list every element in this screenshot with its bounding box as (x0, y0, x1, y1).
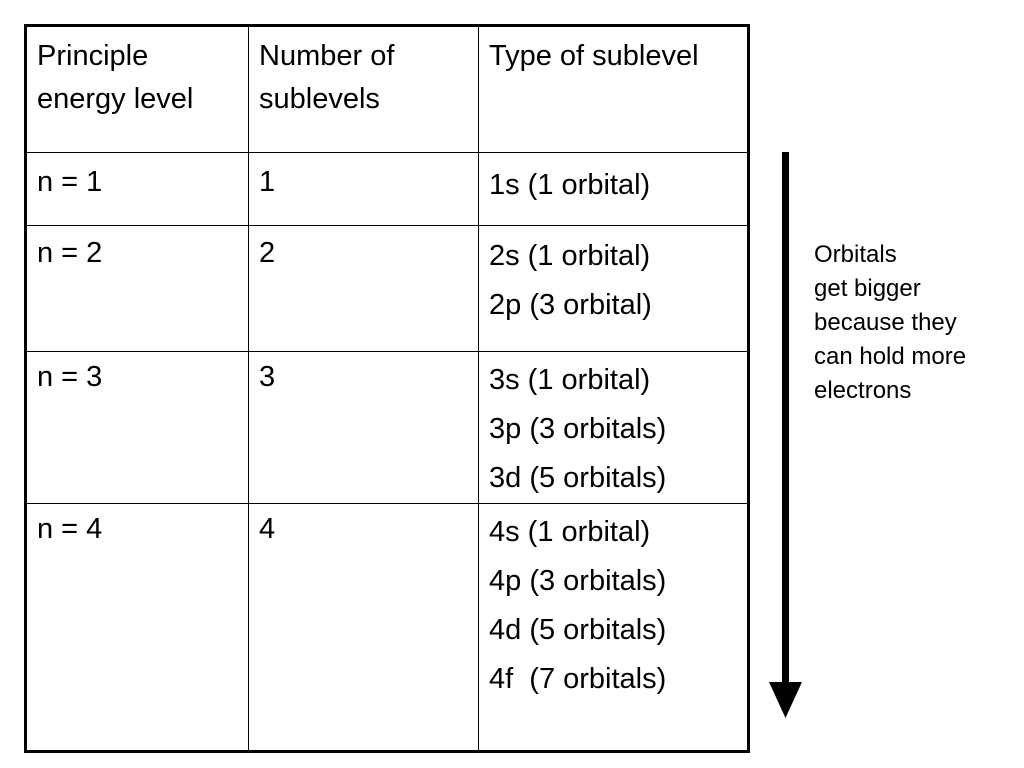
sublevel-item: 4f (7 orbitals) (489, 663, 667, 695)
header-type-of-sublevel (479, 26, 749, 153)
header-principle-energy-level (26, 26, 249, 153)
header-number-of-sublevels (249, 26, 479, 153)
down-arrow-icon (766, 152, 806, 720)
note-line: because they (814, 309, 957, 336)
sublevel-item: 4s (1 orbital) (489, 516, 651, 548)
sublevel-types-cell (479, 504, 749, 752)
sublevel-count-cell: 3 (249, 352, 479, 504)
note-line: can hold more (814, 343, 967, 370)
table-header-row (26, 26, 749, 153)
note-line: get bigger (814, 275, 921, 302)
table-row (26, 153, 749, 226)
table-row (26, 226, 749, 352)
orbitals-note (814, 238, 1014, 408)
sublevel-item: 3d (5 orbitals) (489, 462, 667, 494)
sublevel-item: 3s (1 orbital) (489, 364, 651, 396)
energy-level-cell: n = 1 (26, 153, 249, 226)
note-line: Orbitals (814, 241, 897, 268)
sublevel-types-cell (479, 352, 749, 504)
note-line: electrons (814, 377, 912, 404)
sublevel-count-cell: 4 (249, 504, 479, 752)
sublevel-count-cell: 1 (249, 153, 479, 226)
sublevel-types-cell (479, 153, 749, 226)
header-text-line: energy level (37, 83, 194, 115)
table-row (26, 352, 749, 504)
energy-level-cell: n = 2 (26, 226, 249, 352)
sublevel-count-cell: 2 (249, 226, 479, 352)
sublevel-item: 2s (1 orbital) (489, 240, 651, 272)
energy-level-cell: n = 4 (26, 504, 249, 752)
sublevel-types-cell (479, 226, 749, 352)
energy-level-cell: n = 3 (26, 352, 249, 504)
table-row (26, 504, 749, 752)
sublevel-item: 4d (5 orbitals) (489, 614, 667, 646)
energy-level-table (24, 24, 750, 753)
sublevel-item: 2p (3 orbital) (489, 289, 652, 321)
header-text-line: Type of sublevel (489, 40, 699, 72)
sublevel-item: 3p (3 orbitals) (489, 413, 667, 445)
sublevel-item: 1s (1 orbital) (489, 169, 651, 201)
header-text-line: Number of (259, 40, 395, 72)
sublevel-item: 4p (3 orbitals) (489, 565, 667, 597)
header-text-line: sublevels (259, 83, 380, 115)
header-text-line: Principle (37, 40, 149, 72)
